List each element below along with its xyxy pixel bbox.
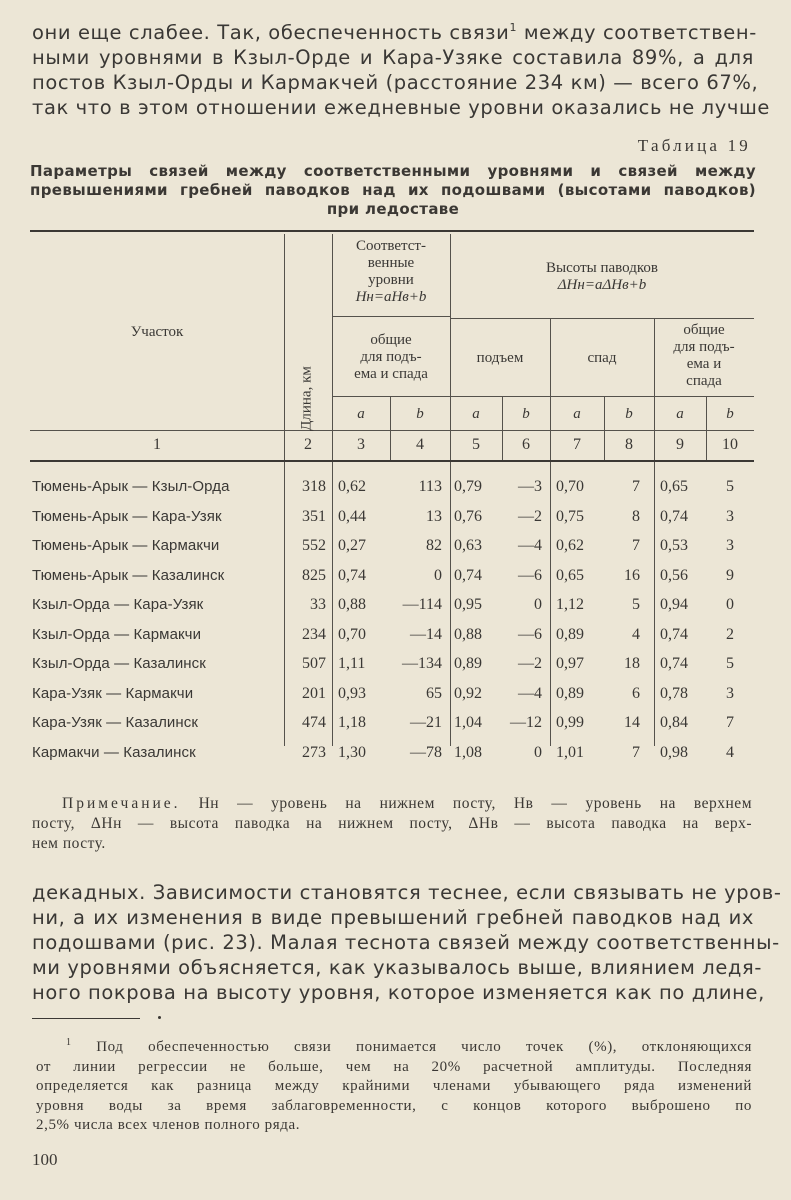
cell-a3: 1,12 [556, 596, 584, 613]
cell-b3: 7 [632, 478, 640, 495]
cell-a2: 1,08 [454, 743, 482, 761]
cell-section: Тюмень-Арык — Кара-Узяк [32, 507, 222, 525]
table-row [30, 626, 754, 654]
cell-a1: 0,62 [338, 478, 366, 495]
cell-a1: 0,44 [338, 507, 366, 525]
column-number: 6 [522, 436, 530, 453]
cell-length: 351 [302, 507, 326, 525]
cell-b3: 18 [624, 655, 640, 672]
header-bottom-rule [30, 460, 754, 462]
cell-length: 507 [302, 655, 326, 672]
cell-section: Кара-Узяк — Кармакчи [32, 684, 194, 702]
paragraph-line: ни, а их изменения в виде превышений гребней паводков над их [32, 906, 754, 929]
cell-section: Тюмень-Арык — Казалинск [32, 566, 225, 584]
header-flood-heights: Высоты паводков ΔHн=aΔHв+b [546, 260, 658, 293]
header-a: a [676, 406, 684, 422]
table-row [30, 744, 754, 772]
cell-b3: 14 [624, 714, 640, 731]
cell-a2: 0,79 [454, 478, 482, 495]
table-row [30, 537, 754, 565]
cell-b4: 9 [726, 566, 734, 584]
header-b: b [726, 406, 734, 422]
cell-section: Тюмень-Арык — Кармакчи [32, 537, 220, 554]
paragraph-line: ного покрова на высоту уровня, которое изменяется как по длине, [32, 981, 765, 1004]
header-a: a [357, 406, 365, 422]
cell-b3: 7 [632, 537, 640, 554]
column-number: 10 [722, 436, 738, 453]
cell-length: 825 [302, 566, 326, 584]
footnote-mark: 1 [66, 1037, 72, 1048]
cell-a3: 0,62 [556, 537, 584, 554]
cell-a2: 0,88 [454, 625, 482, 643]
cell-length: 201 [302, 684, 326, 702]
cell-b4: 3 [726, 537, 734, 554]
column-number: 5 [472, 436, 480, 453]
cell-section: Тюмень-Арык — Кзыл-Орда [32, 478, 230, 495]
cell-a3: 0,99 [556, 714, 584, 731]
cell-b2: —4 [518, 537, 542, 554]
footnote: $^1$ Под обеспеченностью связи понимается число точек (%), отклоняющихся от линии регрессии не больше, чем на 20% расчетной амплитуды. Последняя определяется как разница между крайними членами убывающего ряда изменений уровня воды за время заблаговременности, с концов которого выброшено по 2,5% числа всех членов полного ряда. [36, 1037, 752, 1133]
table-row [30, 567, 754, 595]
header-a: a [472, 406, 480, 422]
cell-section: Кармакчи — Казалинск [32, 743, 196, 761]
cell-b1: 65 [426, 684, 442, 702]
header-b: b [522, 406, 530, 422]
cell-b3: 8 [632, 507, 640, 525]
cell-b3: 5 [632, 596, 640, 613]
column-number: 4 [416, 436, 424, 453]
table-top-rule [30, 230, 754, 232]
cell-b2: —2 [518, 507, 542, 525]
header-common-flood: общие для подъ- ема и спада [673, 322, 735, 389]
header-common-corr: общие для подъ- ема и спада [354, 332, 428, 382]
cell-length: 552 [302, 537, 326, 554]
book-page: они еще слабее. Так, обеспеченность связи$^1$ между соответствен- ными уровнями в Кзыл-Орде и Кара-Узяке составила 89%, а для постов Кзыл-Орды и Кармакчей (расстояние 234 км) — всего 67%, так что в этом отношении ежедневные уровни оказались не лучше Таблица 19 Параметры связей между соответственными уровнями и связей между превышениями гребней паводков над их подошвами (высотами паводков) при ледоставе Участок Длина, км Соответст- венные уровни Hн=aHв+b общие для подъ- ема и спада Высоты паводков ΔHн=aΔHв+b подъем спад общие для подъ- ема и спада a b a b a b a b 1 2 3 4 5 6 7 8 9 10 Тюмень-Арык — Кзыл-Орда 318 0,62 113 0,79 —3 0,70 7 0,65 5 Тюмень-Арык — Кара-Узяк 351 0,44 13 0,76 —2 0,75 8 0,74 3 Тюмень-Арык — Кармакчи 552 0,27 82 0,63 —4 0,62 7 0,53 3 Тюмень-Арык — Казалинск 825 0,74 0 0,74 —6 0,65 16 0,56 9 Кзыл-Орда — Кара-Узяк 33 0,88 —114 0,95 0 1,12 5 0,94 0 Кзыл-Орда — Кармакчи 234 0,70 —14 0,88 —6 0,89 4 0,74 2 Кзыл-Орда — Казалинск 507 1,11 —134 0,89 —2 0,97 18 0,74 5 Кара-Узяк — Кармакчи 201 0,93 65 0,92 —4 0,89 6 0,78 3 Кара-Узяк — Казалинск 474 1,18 —21 1,04 —12 0,99 14 0,84 7 Кармакчи — Казалинск 273 1,30 —78 1,08 0 1,01 7 0,98 4 Примечание. Hн — уровень на нижнем посту, Hв — уровень на верхнем посту, ΔHн — высота паводка на нижнем посту, ΔHв — высота паводка на верх- нем посту. декадных. Зависимости становятся теснее, если связывать не уров- ни, а их изменения в виде превышений гребней паводков над их подошвами (рис. 23). Малая теснота связей между соответственны- ми уровнями объясняется, как указывалось выше, влиянием ледя- ного покрова на высоту уровня, которое изменяется как по длине, $^1$ Под обеспеченностью связи понимается число точек (%), отклоняющихся от линии регрессии не больше, чем на 20% расчетной амплитуды. Последняя определяется как разница между крайними членами убывающего ряда изменений уровня воды за время заблаговременности, с концов которого выброшено по 2,5% числа всех членов полного ряда. 100 [30, 21, 782, 1169]
table-row [30, 714, 754, 742]
header-a: a [573, 406, 581, 422]
table-row [30, 596, 754, 624]
top-paragraph [32, 20, 771, 120]
column-number: 8 [625, 436, 633, 453]
table-title: Параметры связей между соответственными уровнями и связей между превышениями гребней паводков над их подошвами (высотами паводков) при ледоставе [30, 162, 756, 218]
cell-a2: 0,95 [454, 596, 482, 613]
column-number: 7 [573, 436, 581, 453]
header-b: b [416, 406, 424, 422]
header-section: Участок [130, 324, 184, 340]
cell-b2: 0 [534, 743, 542, 761]
paragraph-line: ми уровнями объясняется, как указывалось выше, влиянием ледя- [32, 956, 762, 979]
cell-a4: 0,78 [660, 684, 688, 702]
cell-section: Кзыл-Орда — Казалинск [32, 655, 206, 672]
cell-a1: 0,27 [338, 537, 366, 554]
cell-b2: 0 [534, 596, 542, 613]
cell-a2: 0,76 [454, 507, 482, 525]
cell-a4: 0,74 [660, 655, 688, 672]
paragraph-line: декадных. Зависимости становятся теснее, если связывать не уров- [32, 881, 782, 904]
table-row [30, 508, 754, 536]
cell-a1: 0,93 [338, 684, 366, 702]
cell-a3: 0,75 [556, 507, 584, 525]
cell-b4: 0 [726, 596, 734, 613]
cell-length: 234 [302, 625, 326, 643]
column-number: 1 [153, 436, 161, 453]
header-corr-levels: Соответст- венные уровни Hн=aHв+b [355, 238, 427, 305]
cell-b1: —134 [402, 655, 442, 672]
cell-a4: 0,74 [660, 625, 688, 643]
table-note: Примечание. Hн — уровень на нижнем посту, Hв — уровень на верхнем посту, ΔHн — высота паводка на нижнем посту, ΔHв — высота паводка на верх- нем посту. [32, 795, 752, 852]
footnote-rule [32, 1018, 140, 1019]
cell-b1: 13 [426, 507, 442, 525]
cell-b1: 82 [426, 537, 442, 554]
cell-a1: 0,88 [338, 596, 366, 613]
table-row [30, 685, 754, 713]
column-number: 3 [357, 436, 365, 453]
page-number: 100 [32, 1150, 58, 1169]
header-fall: спад [587, 350, 617, 366]
cell-a4: 0,74 [660, 507, 688, 525]
cell-b4: 4 [726, 743, 734, 761]
cell-section: Кзыл-Орда — Кармакчи [32, 625, 202, 643]
note-label: Примечание. [62, 795, 181, 812]
cell-b2: —4 [518, 684, 542, 702]
column-number: 2 [304, 436, 312, 453]
cell-b3: 16 [624, 566, 640, 584]
cell-a2: 0,89 [454, 655, 482, 672]
paragraph-line: ными уровнями в Кзыл-Орде и Кара-Узяке составила 89%, а для [32, 46, 754, 69]
cell-a3: 0,89 [556, 684, 584, 702]
cell-b1: 113 [418, 478, 442, 495]
cell-a4: 0,53 [660, 537, 688, 554]
cell-a1: 1,30 [338, 743, 366, 761]
table-row [30, 478, 754, 506]
cell-a3: 1,01 [556, 743, 584, 761]
cell-length: 474 [302, 714, 326, 731]
cell-b1: —78 [410, 743, 442, 761]
bottom-paragraph [32, 880, 782, 1005]
cell-a2: 1,04 [454, 714, 482, 731]
cell-b4: 2 [726, 625, 734, 643]
footnote-rule-dot [158, 1016, 161, 1019]
cell-b3: 7 [632, 743, 640, 761]
cell-b4: 7 [726, 714, 734, 731]
cell-length: 273 [302, 743, 326, 761]
cell-b2: —3 [518, 478, 542, 495]
cell-a2: 0,74 [454, 566, 482, 584]
header-b: b [625, 406, 633, 422]
table-row [30, 655, 754, 683]
cell-a1: 0,70 [338, 625, 366, 643]
cell-a2: 0,92 [454, 684, 482, 702]
cell-a4: 0,94 [660, 596, 688, 613]
cell-a3: 0,97 [556, 655, 584, 672]
cell-b1: —21 [410, 714, 442, 731]
cell-b4: 3 [726, 507, 734, 525]
cell-a3: 0,65 [556, 566, 584, 584]
cell-b4: 5 [726, 655, 734, 672]
cell-b2: —12 [510, 714, 542, 731]
cell-a4: 0,98 [660, 743, 688, 761]
cell-section: Кара-Узяк — Казалинск [32, 714, 199, 731]
cell-b2: —6 [518, 625, 542, 643]
cell-b4: 5 [726, 478, 734, 495]
cell-b1: —114 [402, 596, 442, 613]
footnote-mark: 1 [509, 21, 518, 34]
cell-b1: —14 [410, 625, 442, 643]
cell-a1: 0,74 [338, 566, 366, 584]
cell-b4: 3 [726, 684, 734, 702]
cell-a1: 1,18 [338, 714, 366, 731]
column-number: 9 [676, 436, 684, 453]
cell-a2: 0,63 [454, 537, 482, 554]
paragraph-line: подошвами (рис. 23). Малая теснота связей между соответственны- [32, 931, 780, 954]
cell-section: Кзыл-Орда — Кара-Узяк [32, 596, 204, 613]
cell-b3: 6 [632, 684, 640, 702]
cell-length: 318 [302, 478, 326, 495]
paragraph-line: так что в этом отношении ежедневные уровни оказались не лучше [32, 96, 771, 119]
cell-a1: 1,11 [338, 655, 366, 672]
cell-a3: 0,70 [556, 478, 584, 495]
cell-b2: —2 [518, 655, 542, 672]
cell-b3: 4 [632, 625, 640, 643]
paragraph-line: они еще слабее. Так, обеспеченность связи$^1$ между соответствен- [32, 21, 757, 44]
paragraph-line: постов Кзыл-Орды и Кармакчей (расстояние 234 км) — всего 67%, [32, 71, 759, 94]
cell-a4: 0,65 [660, 478, 688, 495]
cell-a3: 0,89 [556, 625, 584, 643]
header-rise: подъем [476, 350, 524, 366]
cell-a4: 0,56 [660, 566, 688, 584]
table-number: Таблица 19 [637, 136, 751, 155]
cell-b1: 0 [434, 566, 442, 584]
cell-length: 33 [310, 596, 326, 613]
cell-b2: —6 [518, 566, 542, 584]
cell-a4: 0,84 [660, 714, 688, 731]
